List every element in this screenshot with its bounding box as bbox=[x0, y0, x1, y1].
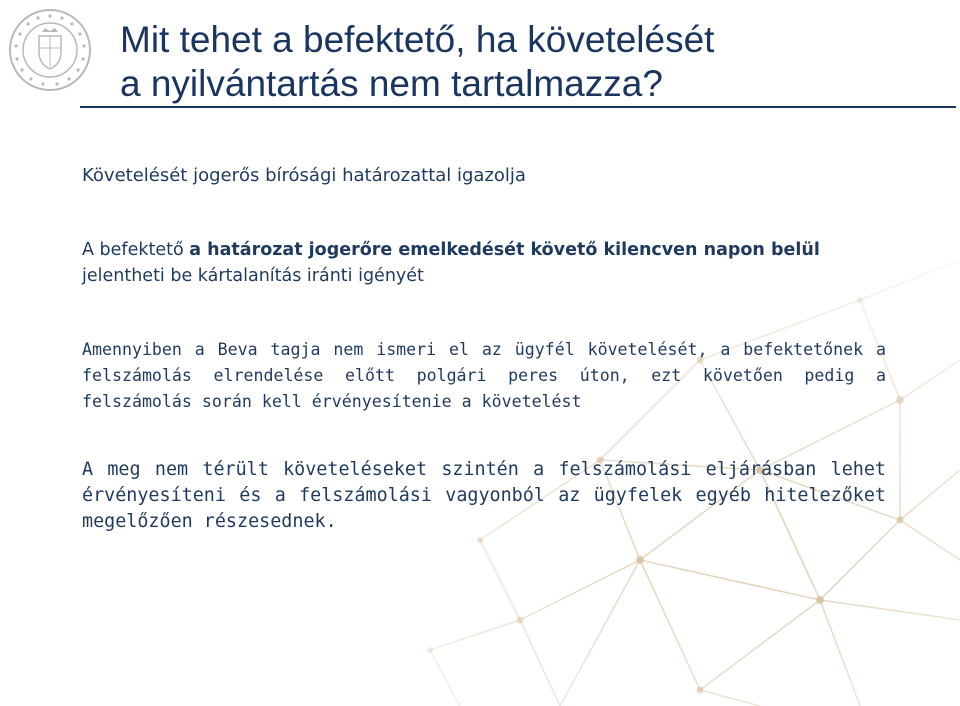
paragraph-2-bold: a határozat jogerőre emelkedését követő kilencven napon belül bbox=[189, 240, 820, 260]
paragraph-2 bbox=[82, 237, 886, 289]
slide-title-line-1: Mit tehet a befektető, ha követelését bbox=[120, 19, 715, 60]
slide-title bbox=[120, 18, 940, 106]
slide-title-line-2: a nyilvántartás nem tartalmazza? bbox=[120, 63, 663, 104]
paragraph-1: Követelését jogerős bírósági határozattal igazolja bbox=[82, 165, 526, 186]
mnb-seal-icon bbox=[8, 8, 92, 92]
paragraph-3: Amennyiben a Beva tagja nem ismeri el az ügyfél követelését, a befektetőnek a felszámolás elrendelése előtt polgári peres úton, ezt követően pedig a felszámolás során kell érvényesítenie a követelést bbox=[82, 340, 886, 411]
title-underline bbox=[80, 106, 956, 108]
paragraph-2-text-b: jelentheti be kártalanítás iránti igényét bbox=[82, 266, 424, 286]
paragraph-4: A meg nem térült követeléseket szintén a felszámolási eljárásban lehet érvényesíteni és a felszámolási vagyonból az ügyfelek egyéb hitelezőket megelőzően részesednek. bbox=[82, 459, 886, 532]
paragraph-2-text-a: A befektető bbox=[82, 240, 190, 260]
